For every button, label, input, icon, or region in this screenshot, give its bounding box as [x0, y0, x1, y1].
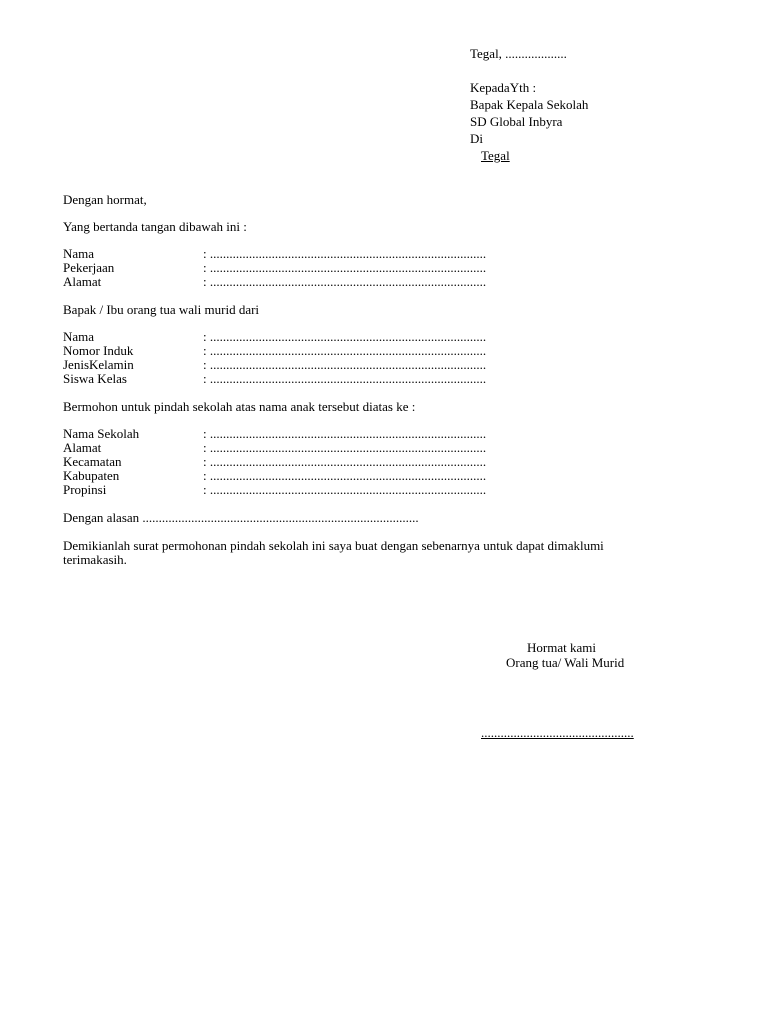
recipient-city: Tegal — [481, 148, 510, 163]
field-label: Nama — [63, 246, 95, 261]
signature-role: Orang tua/ Wali Murid — [506, 655, 625, 670]
field-value: : ..................................................................................... — [203, 482, 487, 497]
request-line: Bermohon untuk pindah sekolah atas nama anak tersebut diatas ke : — [63, 399, 416, 414]
field-label: Propinsi — [63, 482, 107, 497]
field-value: : ..................................................................................... — [203, 454, 487, 469]
recipient-school: SD Global Inbyra — [470, 114, 563, 129]
signature-hormat: Hormat kami — [527, 640, 596, 655]
field-value: : ..................................................................................... — [203, 468, 487, 483]
field-value: : ..................................................................................... — [203, 260, 487, 275]
recipient-kepada: KepadaYth : — [470, 80, 537, 95]
field-label: Kecamatan — [63, 454, 122, 469]
field-label: JenisKelamin — [63, 357, 134, 372]
reason-line: Dengan alasan ..................................................................................... — [63, 510, 419, 525]
greeting: Dengan hormat, — [63, 192, 147, 207]
field-label: Kabupaten — [63, 468, 120, 483]
field-label: Nomor Induk — [63, 343, 134, 358]
parent-line: Bapak / Ibu orang tua wali murid dari — [63, 302, 260, 317]
closing-line-2: terimakasih. — [63, 552, 127, 567]
intro-line: Yang bertanda tangan dibawah ini : — [63, 219, 247, 234]
field-value: : ..................................................................................... — [203, 343, 487, 358]
field-label: Nama — [63, 329, 95, 344]
field-label: Nama Sekolah — [63, 426, 140, 441]
closing-line-1: Demikianlah surat permohonan pindah sekolah ini saya buat dengan sebenarnya untuk dapat dimaklumi — [63, 538, 604, 553]
signature-line: ............................................... — [481, 725, 634, 740]
field-value: : ..................................................................................... — [203, 329, 487, 344]
recipient-name: Bapak Kepala Sekolah — [470, 97, 589, 112]
field-label: Alamat — [63, 440, 102, 455]
field-label: Alamat — [63, 274, 102, 289]
field-value: : ..................................................................................... — [203, 426, 487, 441]
field-label: Siswa Kelas — [63, 371, 127, 386]
field-value: : ..................................................................................... — [203, 246, 487, 261]
field-value: : ..................................................................................... — [203, 274, 487, 289]
field-value: : ..................................................................................... — [203, 357, 487, 372]
recipient-di: Di — [470, 131, 483, 146]
field-value: : ..................................................................................... — [203, 371, 487, 386]
field-label: Pekerjaan — [63, 260, 115, 275]
field-value: : ..................................................................................... — [203, 440, 487, 455]
place-date: Tegal, ................... — [470, 46, 567, 61]
